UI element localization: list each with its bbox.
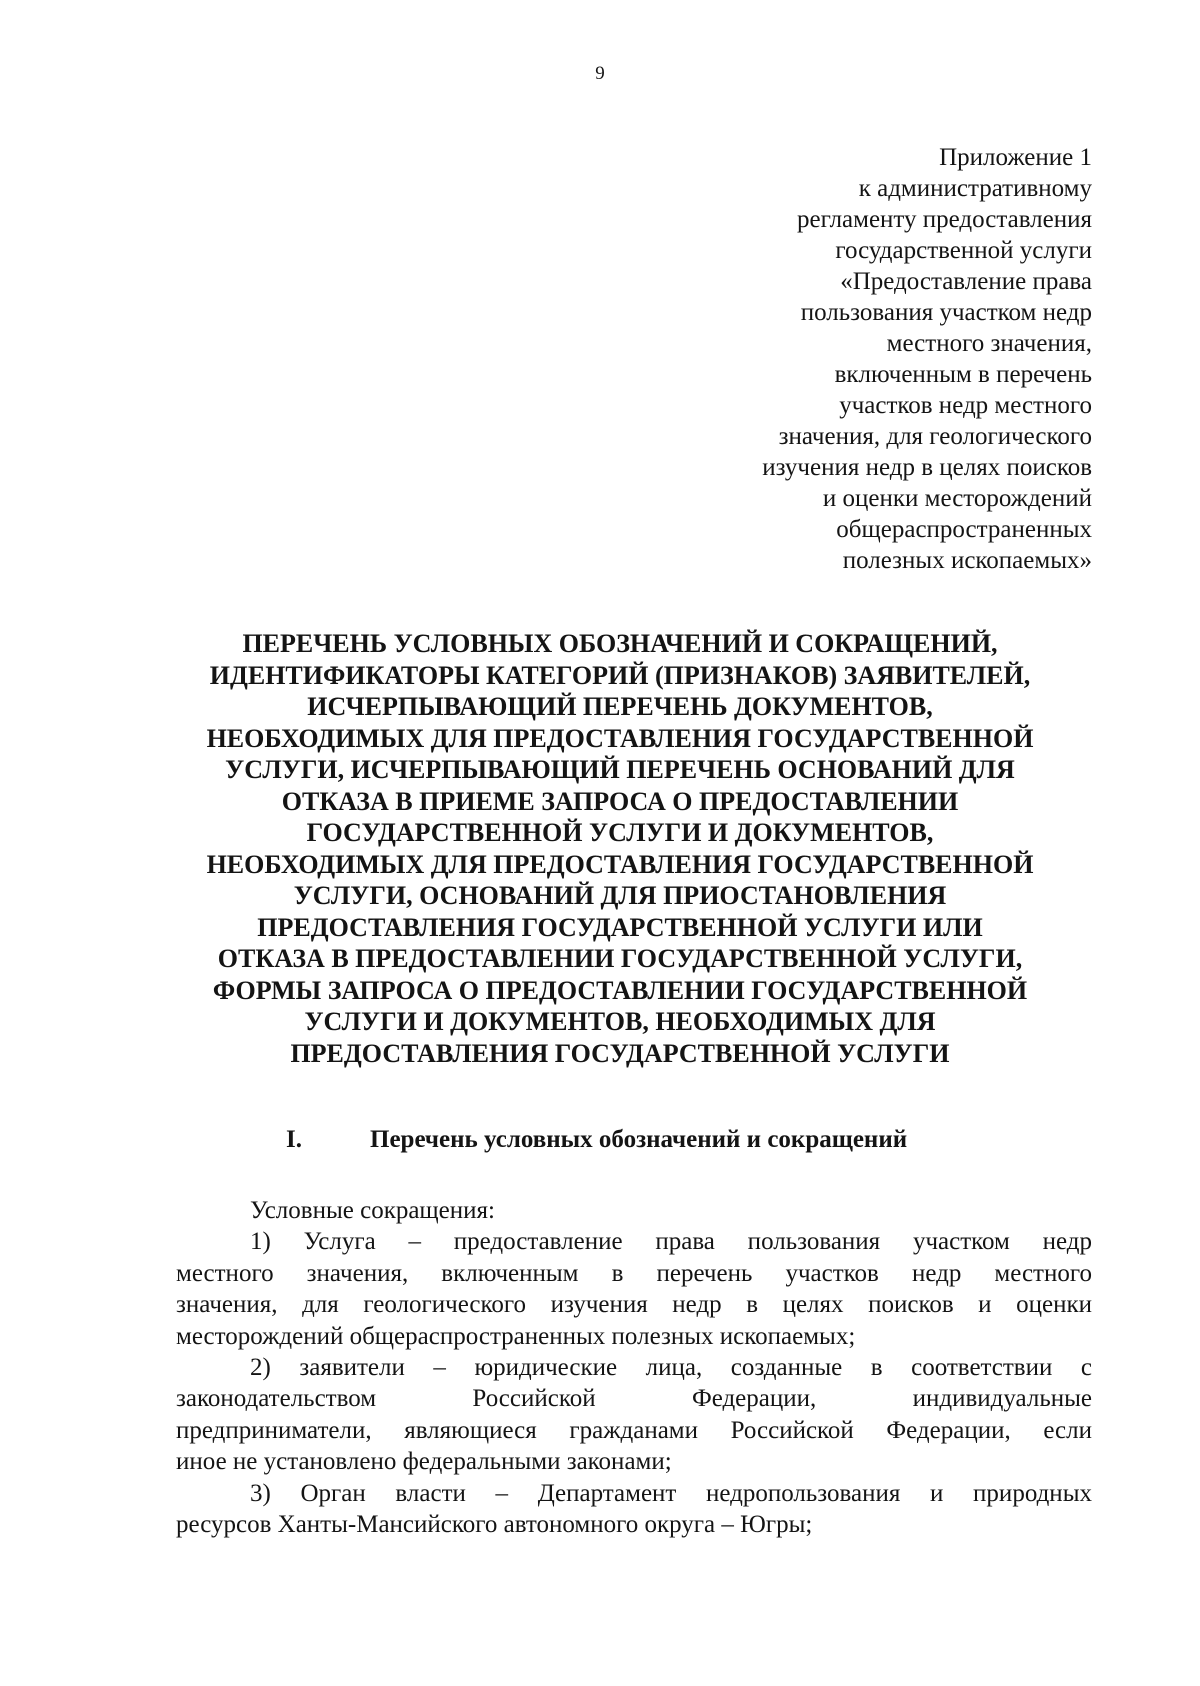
paragraph-line: ресурсов Ханты-Мансийского автономного округа – Югры; [176, 1511, 813, 1539]
title-line: ГОСУДАРСТВЕННОЙ УСЛУГИ И ДОКУМЕНТОВ, [306, 818, 934, 847]
paragraph-line: месторождений общераспространенных полезных ископаемых; [176, 1322, 856, 1350]
appendix-line: участков недр местного [839, 392, 1092, 419]
title-line: ПРЕДОСТАВЛЕНИЯ ГОСУДАРСТВЕННОЙ УСЛУГИ [290, 1038, 950, 1068]
section-number: I. [286, 1126, 302, 1153]
paragraph-line: предприниматели, являющиеся гражданами Российской Федерации, если [176, 1416, 1092, 1444]
title-line: УСЛУГИ, ОСНОВАНИЙ ДЛЯ ПРИОСТАНОВЛЕНИЯ [293, 881, 947, 910]
list-item [176, 1478, 1092, 1541]
document-body [176, 1195, 1092, 1540]
appendix-line: регламенту предоставления [796, 206, 1092, 233]
appendix-line: Приложение 1 [939, 144, 1092, 171]
paragraph-line: иное не установлено федеральными законами; [176, 1448, 672, 1476]
paragraph-line: местного значения, включенным в перечень участков недр местного [176, 1259, 1092, 1287]
title-line: ПЕРЕЧЕНЬ УСЛОВНЫХ ОБОЗНАЧЕНИЙ И СОКРАЩЕНИЙ, [242, 629, 998, 658]
title-line: УСЛУГИ И ДОКУМЕНТОВ, НЕОБХОДИМЫХ ДЛЯ [304, 1007, 936, 1036]
appendix-line: пользования участком недр [800, 299, 1092, 326]
paragraph-line: 1) Услуга – предоставление права пользования участком недр [250, 1228, 1092, 1256]
appendix-line: изучения недр в целях поисков [762, 454, 1092, 481]
abbreviations-lead: Условные сокращения: [250, 1197, 495, 1224]
appendix-line: и оценки месторождений [822, 485, 1092, 512]
paragraph-line: 2) заявители – юридические лица, созданные в соответствии с [250, 1354, 1092, 1382]
appendix-line: «Предоставление права [840, 268, 1092, 295]
appendix-line: к административному [858, 175, 1092, 202]
title-line: ОТКАЗА В ПРЕДОСТАВЛЕНИИ ГОСУДАРСТВЕННОЙ УСЛУГИ, [217, 944, 1023, 973]
document-title [150, 628, 1090, 1069]
title-line: НЕОБХОДИМЫХ ДЛЯ ПРЕДОСТАВЛЕНИЯ ГОСУДАРСТВЕННОЙ [206, 723, 1034, 753]
title-line: УСЛУГИ, ИСЧЕРПЫВАЮЩИЙ ПЕРЕЧЕНЬ ОСНОВАНИЙ ДЛЯ [225, 755, 1015, 784]
title-line: ПРЕДОСТАВЛЕНИЯ ГОСУДАРСТВЕННОЙ УСЛУГИ ИЛИ [257, 912, 983, 942]
list-item [176, 1226, 1092, 1352]
page-number: 9 [595, 63, 605, 84]
paragraph-line: значения, для геологического изучения недр в целях поисков и оценки [176, 1291, 1092, 1319]
appendix-line: местного значения, [886, 330, 1092, 357]
paragraph-line: законодательством Российской Федерации, индивидуальные [176, 1385, 1092, 1413]
title-line: НЕОБХОДИМЫХ ДЛЯ ПРЕДОСТАВЛЕНИЯ ГОСУДАРСТВЕННОЙ [206, 849, 1034, 879]
appendix-line: включенным в перечень [834, 361, 1092, 388]
title-line: ОТКАЗА В ПРИЕМЕ ЗАПРОСА О ПРЕДОСТАВЛЕНИИ [281, 786, 959, 816]
paragraph-line: 3) Орган власти – Департамент недропользования и природных [250, 1479, 1092, 1507]
title-line: ФОРМЫ ЗАПРОСА О ПРЕДОСТАВЛЕНИИ ГОСУДАРСТВЕННОЙ [212, 975, 1028, 1005]
appendix-line: государственной услуги [835, 237, 1092, 264]
appendix-line: значения, для геологического [778, 423, 1092, 450]
appendix-reference [640, 142, 1092, 576]
appendix-line: полезных ископаемых» [842, 547, 1092, 574]
appendix-line: общераспространенных [836, 516, 1092, 543]
title-line: ИДЕНТИФИКАТОРЫ КАТЕГОРИЙ (ПРИЗНАКОВ) ЗАЯВИТЕЛЕЙ, [209, 660, 1031, 690]
section-title: Перечень условных обозначений и сокращений [370, 1126, 908, 1153]
title-line: ИСЧЕРПЫВАЮЩИЙ ПЕРЕЧЕНЬ ДОКУМЕНТОВ, [307, 692, 933, 721]
list-item [176, 1352, 1092, 1478]
